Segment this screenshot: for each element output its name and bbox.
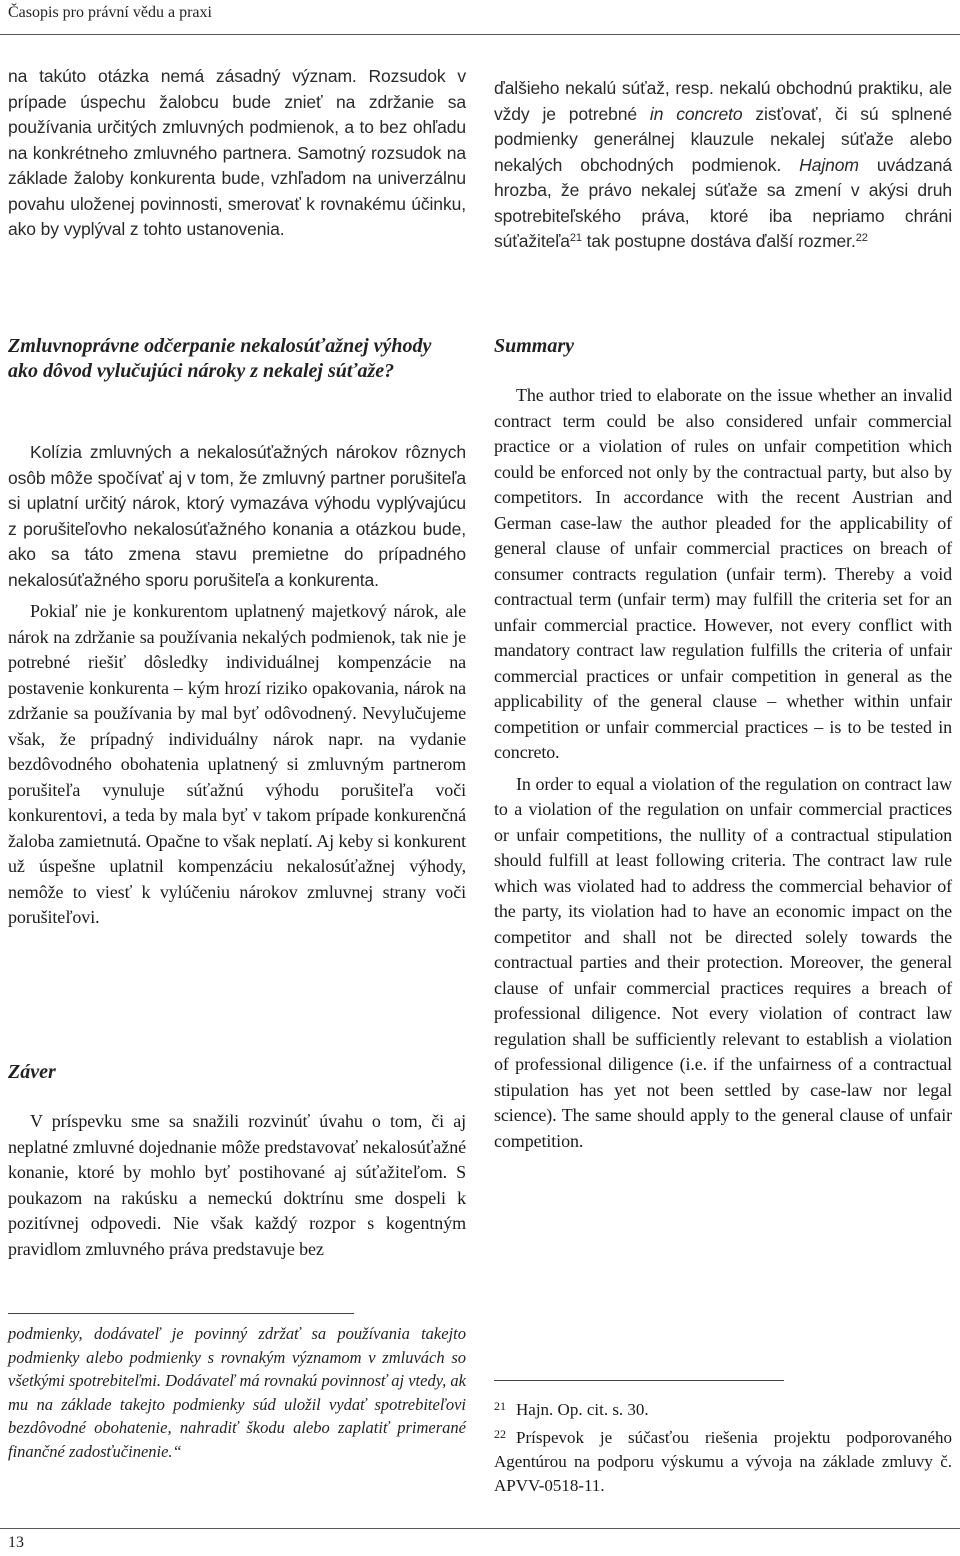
right-footnotes — [494, 1394, 952, 1498]
footnote-22 — [494, 1422, 952, 1498]
conclusion-body — [8, 1109, 466, 1262]
summary-heading-block — [494, 334, 952, 359]
footnote-text: Hajn. Op. cit. s. 30. — [516, 1400, 649, 1419]
header-rule — [0, 34, 960, 35]
conclusion-heading: Záver — [8, 1061, 56, 1083]
conclusion-heading-block — [8, 1060, 466, 1085]
footnote-number: 22 — [494, 1427, 506, 1441]
footnote-21 — [494, 1394, 952, 1422]
section-heading: Zmluvnoprávne odčerpanie nekalosúťažnej výhody ako dôvod vylučujúci nároky z nekalej súťaže? — [8, 335, 432, 382]
intro-italic-in-concreto: in concreto — [649, 103, 743, 124]
footnote-rule-right — [494, 1380, 784, 1381]
section-paragraph-1: Kolízia zmluvných a nekalosúťažných nárokov rôznych osôb môže spočívať aj v tom, že zmluvný partner porušiteľa si uplatní určitý nárok, ktorý vymazáva výhodu vyplývajúcu z porušiteľovho nekalosúťažného konania a otázkou bude, ako sa táto zmena stavu premietne do prípadného nekalosúťažného sporu porušiteľa a konkurenta. — [8, 442, 466, 590]
intro-text-3: uvádzaná hrozba, že právo nekalej súťaže sa zmení v akýsi druh spotrebiteľského práva, ktoré iba nepriamo chráni súťažiteľa — [494, 154, 952, 251]
intro-text-1: ďalšieho nekalú súťaž, resp. nekalú obchodnú praktiku, ale vždy je potrebné — [494, 78, 952, 124]
running-title: Časopis pro právní vědu a praxi — [8, 4, 212, 21]
left-intro-block — [8, 64, 466, 243]
footnote-text: Príspevok je súčasťou riešenia projektu podporovaného Agentúrou na podporu výskumu a vývoja na základe zmluvy č. APVV-0518-11. — [494, 1428, 952, 1495]
footnote-ref-21: 21 — [569, 232, 582, 244]
summary-heading: Summary — [494, 335, 575, 357]
footnote-continuation: podmienky, dodávateľ je povinný zdržať sa používania takejto podmienky alebo podmienky s rovnakým významom v zmluvách so všetkými spotrebiteľmi. Dodávateľ má rovnakú povinnosť aj vtedy, ak mu na základe takejto podmienky súd uložil vydať spotrebiteľovi bezdôvodné obohatenie, nahradiť škodu alebo zaplatiť primerané finančné zadosťučinenie.“ — [8, 1324, 466, 1461]
conclusion-paragraph: V príspevku sme sa snažili rozvinúť úvahu o tom, či aj neplatné zmluvné dojednanie môže predstavovať nekalosúťažné konanie, ktoré by mohlo byť postihované aj súťažiteľom. S poukazom na rakúsku a nemeckú doktrínu sme dospeli k pozitívnej odpovedi. Nie však každý rozpor s kogentným pravidlom zmluvného práva predstavuje bez — [8, 1111, 466, 1259]
right-intro-block — [494, 76, 952, 255]
intro-text-4: tak postupne dostáva ďalší rozmer. — [586, 231, 856, 251]
footnote-rule-left — [8, 1313, 354, 1314]
left-intro-paragraph: na takúto otázka nemá zásadný význam. Rozsudok v prípade úspechu žalobcu bude znieť na zdržanie sa používania určitých zmluvných podmienok, a to bez ohľadu na konkrétneho zmluvného partnera. Samotný rozsudok na základe žaloby konkurenta bude, vzhľadom na univerzálnu povahu uloženej povinnosti, smerovať k rovnakému účinku, ako by vyplýval z tohto ustanovenia. — [8, 66, 466, 239]
intro-italic-hajnom: Hajnom — [799, 154, 859, 175]
footer-rule — [0, 1528, 960, 1529]
page-number: 13 — [8, 1534, 24, 1551]
section-paragraph-2: Pokiaľ nie je konkurentom uplatnený majetkový nárok, ale nárok na zdržanie sa používania nekalých podmienok, tak nie je potrebné riešiť dôsledky individuálnej kompenzácie na postavenie konkurenta – kým hrozí riziko opakovania, nárok na zdržanie sa používania by mal byť odôvodnený. Nevylučujeme však, že prípadný individuálny nárok napr. na vydanie bezdôvodného obohatenia uplatnený si zmluvným partnerom porušiteľa vynuluje súťažnú výhodu porušiteľa voči konkurentovi, a teda by mala byť v takom prípade konkurenčná žaloba zamietnutá. Opačne to však neplatí. Aj keby si konkurent už úspešne uplatnil kompenzáciu nekalosúťažnej výhody, nemôže to viesť k vylúčeniu nárokov zmluvnej strany voči porušiteľovi. — [8, 601, 466, 927]
summary-paragraph-2: In order to equal a violation of the regulation on contract law to a violation of the regulation on unfair commercial practices or unfair competitions, the nullity of a contractual stipulation should fulfill at least following criteria. The contract law rule which was violated had to address the commercial behavior of the party, its violation had to have an economic impact on the competitor and shall not be directed solely towards the contractual parties and their protection. Moreover, the general clause of unfair commercial practices requires a breach of professional diligence. Not every violation of contract law regulation shall be sufficiently relevant to establish a violation of professional diligence (i.e. if the unfairness of a contractual stipulation has yet not been settled by case-law nor legal science). The same should apply to the general clause of unfair competition. — [494, 773, 952, 1151]
right-intro-paragraph — [494, 76, 952, 255]
intro-text-2: zisťovať, či sú splnené podmienky generálnej klauzule nekalej súťaže alebo nekalých obchodných podmienok. — [494, 103, 952, 175]
left-footnote-block — [8, 1322, 466, 1463]
summary-body — [494, 383, 952, 1154]
section-heading-block — [8, 334, 466, 384]
footnote-ref-22: 22 — [855, 232, 868, 244]
section-body — [8, 440, 466, 931]
summary-paragraph-1: The author tried to elaborate on the issue whether an invalid contract term could be also considered unfair commercial practice or a violation of rules on unfair competition which could be enforced not only by the contractual party, but also by competitors. In accordance with the recent Austrian and German case-law the author pleaded for the applicability of general clause of unfair commercial practices on breach of consumer contracts regulation (unfair term). Thereby a void contractual term (unfair term) may fulfill the criteria set for an unfair commercial practice. However, not every conflict with mandatory contract law regulation fulfills the criteria of unfair commercial practices or unfair competition in general as the applicability of the general clause – whether within unfair competition or unfair commercial practices – is to be tested in concreto. — [494, 385, 952, 762]
footnote-number: 21 — [494, 1399, 506, 1413]
